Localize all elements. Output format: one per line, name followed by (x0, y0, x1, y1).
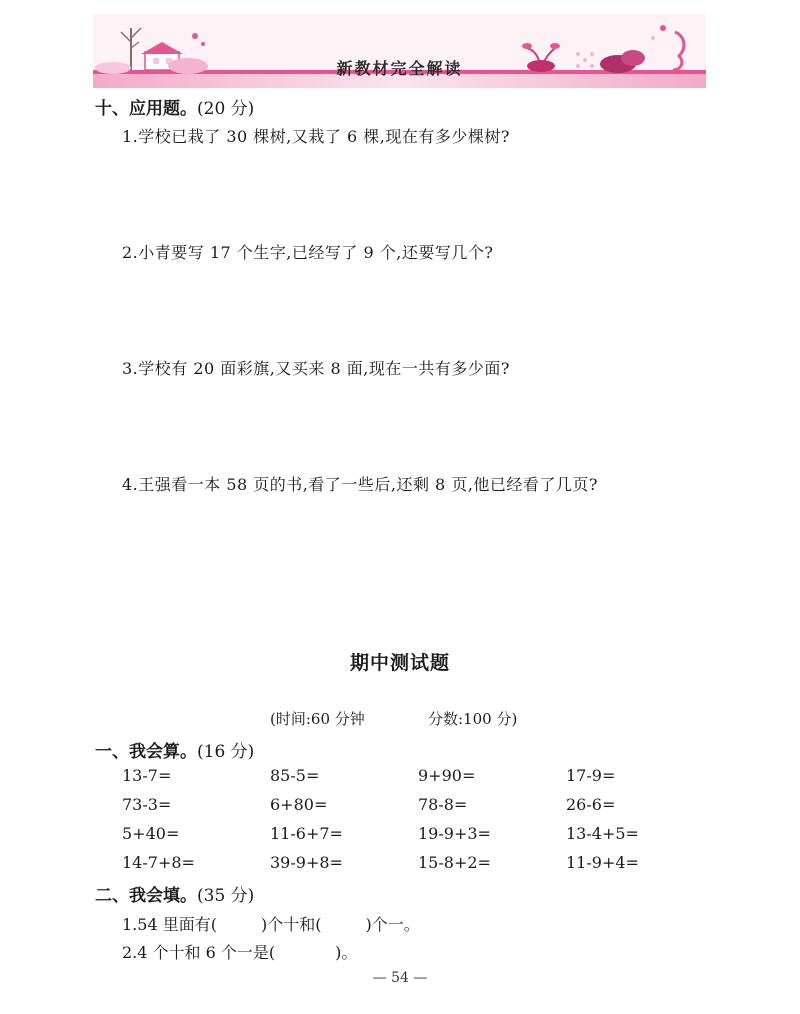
section2-title: 二、我会填。 (95, 886, 197, 906)
equation: 15-8+2= (418, 853, 491, 872)
fill-text: 2.4 个十和 6 个一是( (122, 943, 276, 962)
header-banner (93, 14, 706, 88)
page-number: — 54 — (372, 970, 428, 986)
section2-heading (95, 881, 254, 906)
equation: 5+40= (122, 824, 180, 843)
fill-question-1 (122, 912, 420, 935)
question-2: 2.小青要写 17 个生字,已经写了 9 个,还要写几个? (122, 243, 494, 262)
section10-heading (95, 94, 254, 119)
fill-text: )。 (335, 943, 358, 962)
fill-text: )个一。 (365, 915, 420, 934)
equation: 11-6+7= (270, 824, 343, 843)
section1-title: 一、我会算。 (95, 742, 197, 762)
equation: 6+80= (270, 795, 328, 814)
equation: 11-9+4= (566, 853, 639, 872)
exam-title: 期中测试题 (349, 652, 450, 674)
equation: 73-3= (122, 795, 172, 814)
fill-text: 1.54 里面有( (122, 915, 217, 934)
equation: 85-5= (270, 766, 320, 785)
question-1: 1.学校已栽了 30 棵树,又栽了 6 棵,现在有多少棵树? (122, 127, 510, 146)
section1-heading (95, 737, 254, 762)
exam-score: 分数:100 分) (428, 710, 518, 728)
section1-points: (16 分) (197, 742, 255, 762)
equation: 78-8= (418, 795, 468, 814)
question-4: 4.王强看一本 58 页的书,看了一些后,还剩 8 页,他已经看了几页? (122, 475, 598, 494)
equation: 19-9+3= (418, 824, 491, 843)
equation: 17-9= (566, 766, 616, 785)
equation: 9+90= (418, 766, 476, 785)
equation: 39-9+8= (270, 853, 343, 872)
exam-time: (时间:60 分钟 (270, 710, 365, 728)
question-3: 3.学校有 20 面彩旗,又买来 8 面,现在一共有多少面? (122, 359, 510, 378)
banner-title: 新教材完全解读 (336, 59, 463, 78)
equation: 14-7+8= (122, 853, 195, 872)
section2-points: (35 分) (197, 886, 255, 906)
fill-text: )个十和( (260, 915, 322, 934)
section10-title: 十、应用题。 (95, 99, 197, 119)
equation: 26-6= (566, 795, 616, 814)
fill-question-2 (122, 940, 357, 963)
section10-points: (20 分) (197, 99, 255, 119)
equation: 13-7= (122, 766, 172, 785)
equation: 13-4+5= (566, 824, 639, 843)
